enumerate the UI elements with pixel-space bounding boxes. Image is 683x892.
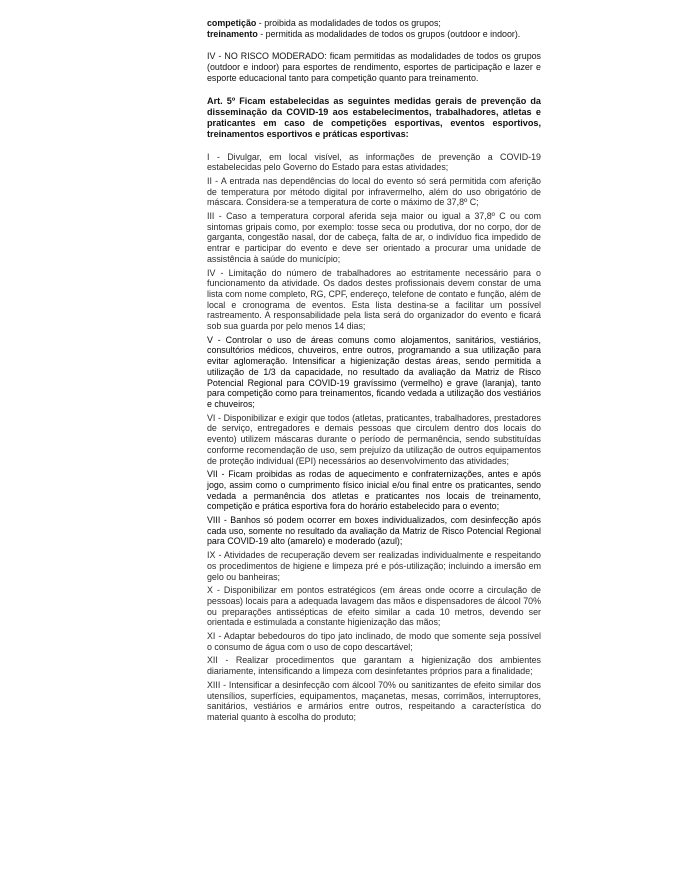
intro-line-competicao (207, 18, 541, 29)
spacer (207, 140, 541, 152)
list-item-xii: XII - Realizar procedimentos que garantam a higienização dos ambientes diariamente, intensificando a limpeza com desinfetantes próprios para a finalidade; (207, 655, 541, 677)
term-competicao: competição (207, 18, 257, 28)
list-item-viii: VIII - Banhos só podem ocorrer em boxes individualizados, com desinfecção após cada uso, somente no resultado da avaliação da Matriz de Risco Potencial Regional para COVID-19 alto (amarelo) e moderado (azul); (207, 515, 541, 547)
risk-moderate-paragraph: IV - NO RISCO MODERADO: ficam permitidas as modalidades de todos os grupos (outdoor e indoor) para esportes de rendimento, esportes de participação e lazer e esporte educacional tanto para competição quanto para treinamento. (207, 51, 541, 83)
intro-text-treinamento: - permitida as modalidades de todos os grupos (outdoor e indoor). (257, 28, 521, 39)
spacer (207, 84, 541, 96)
spacer (207, 39, 541, 51)
list-item-ix: IX - Atividades de recuperação devem ser realizadas individualmente e respeitando os procedimentos de higiene e limpeza pré e pós-utilização; incluindo a imersão em gelo ou banheiras; (207, 550, 541, 582)
list-item-iv: IV - Limitação do número de trabalhadores ao estritamente necessário para o funcionamento da atividade. Os dados destes profissionais devem constar de uma lista com nome completo, RG, CPF, endereço, telefone de contato e função, além de local e cronograma de eventos. Esta lista destina-se a facilitar um possível rastreamento. A responsabilidade pela lista será do organizador do evento e ficará sob sua guarda por pelo menos 14 dias; (207, 267, 541, 332)
list-item-xi: XI - Adaptar bebedouros do tipo jato inclinado, de modo que somente seja possível o consumo de água com o uso de copo descartável; (207, 631, 541, 652)
list-item-xiii: XIII - Intensificar a desinfecção com álcool 70% ou sanitizantes de efeito similar dos utensílios, superfícies, equipamentos, maçanetas, mesas, corrimãos, interruptores, sanitários, vestiários e armários entre outros, respeitando a característica do material quanto à escolha do produto; (207, 679, 541, 722)
list-item-vi: VI - Disponibilizar e exigir que todos (atletas, praticantes, trabalhadores, prestadores de serviço, entregadores e demais pessoas que circulem dentro dos locais do evento) utilizem máscaras durante o período de permanência, sendo substituídas conforme recomendação de uso, sem prejuízo da utilização de outros equipamentos de proteção individual (EPI) necessários ao desenvolvimento das atividades; (207, 412, 541, 466)
list-item-ii: II - A entrada nas dependências do local do evento só será permitida com aferição de temperatura por método digital por infravermelho, além do uso obrigatório de máscara. Considera-se a temperatura de corte o máximo de 37,8º C; (207, 175, 541, 208)
intro-line-treinamento (207, 29, 541, 40)
list-item-vii: VII - Ficam proibidas as rodas de aquecimento e confraternizações, antes e após jogo, assim como o cumprimento físico inicial e/ou final entre os praticantes, sendo vedada a permanência dos atletas e praticantes nos locais de treinamento, competição e prática esportiva fora do horário estabelecido para o evento; (207, 469, 541, 512)
intro-text-competicao: - proibida as modalidades de todos os grupos; (256, 18, 441, 28)
list-item-v: V - Controlar o uso de áreas comuns como alojamentos, sanitários, vestiários, consultórios médicos, chuveiros, entre outros, programando a sua utilização para evitar aglomeração. Intensificar a higienização destas áreas, sendo permitida a utilização de 1/3 da capacidade, no resultado da avaliação da Matriz de Risco Potencial Regional para COVID-19 gravíssimo (vermelho) e grave (laranja), tanto para competição como para treinamentos, ficando vedada a utilização dos vestiários e chuveiros; (207, 334, 541, 409)
document-page (207, 18, 541, 726)
list-item-i: I - Divulgar, em local visível, as informações de prevenção a COVID-19 estabelecidas pelo Governo do Estado para estas atividades; (207, 151, 541, 173)
measures-list (207, 152, 541, 723)
term-treinamento: treinamento (207, 28, 258, 39)
article-5-heading: Art. 5º Ficam estabelecidas as seguintes medidas gerais de prevenção da disseminação da COVID-19 aos estabelecimentos, trabalhadores, atletas e praticantes em caso de competições esportivas, eventos esportivos, treinamentos esportivos e práticas esportivas: (207, 95, 541, 139)
list-item-iii: III - Caso a temperatura corporal aferida seja maior ou igual a 37,8º C ou com sintomas gripais como, por exemplo: tosse seca ou produtiva, dor no corpo, dor de garganta, congestão nasal, dor de cabeça, falta de ar, o indivíduo fica impedido de entrar e participar do evento e deve ser orientado a procurar uma unidade de assistência à saúde do município; (207, 211, 541, 264)
list-item-x: X - Disponibilizar em pontos estratégicos (em áreas onde ocorre a circulação de pessoas) locais para a adequada lavagem das mãos e dispensadores de álcool 70% ou preparações antissépticas de efeito similar a cada 10 metros, devendo ser orientada e estimulada a constante higienização das mãos; (207, 585, 541, 628)
